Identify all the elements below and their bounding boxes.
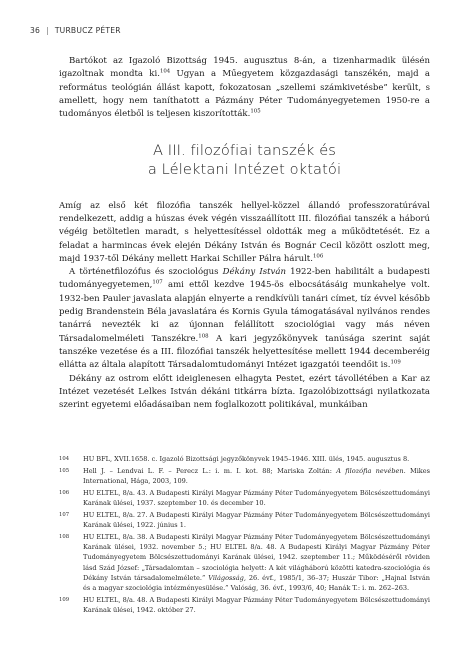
- footnote-number: 105: [59, 467, 70, 474]
- paragraph-1: [59, 55, 430, 122]
- footnote-109: [59, 595, 430, 616]
- footnote-ref-109[interactable]: 109: [390, 359, 401, 366]
- paragraph-1-text: Bartókot az Igazoló Bizottság 1945. augusztus 8-án, a tizenharmadik ülésén igazoltnak mondta ki.: [59, 56, 430, 80]
- footnote-text: HU ELTEL, 8/a. 43. A Budapesti Királyi Magyar Pázmány Péter Tudományegyetem Bölcsészettudományi Karának ülései, 1937. szeptember 10. és december 10.: [83, 488, 430, 507]
- section-title-line-1: A III. filozófiai tanszék és: [152, 141, 337, 159]
- footnote-number: 104: [59, 456, 70, 462]
- footnote-ref-108[interactable]: 108: [198, 333, 209, 340]
- footnote-text: Hell J. – Lendvai L. F. – Perecz L.: i. m. I. kot. 88; Mariska Zoltán:: [83, 466, 337, 475]
- section-title: [59, 141, 430, 179]
- main-text: [59, 55, 430, 413]
- person-name-dekany: Dékány István: [222, 267, 286, 278]
- footnote-107: [59, 510, 430, 531]
- footnote-text: HU ELTEL, 8/a. 27. A Budapesti Királyi Magyar Pázmány Péter Tudományegyetem Bölcsészettudományi Karának ülései, 1922. június 1.: [83, 510, 430, 529]
- paragraph-3: [59, 266, 430, 373]
- section-title-line-2: a Lélektani Intézet oktatói: [147, 160, 342, 178]
- footnote-106: [59, 488, 430, 509]
- footnote-text: HU ELTEL, 8/a. 48. A Budapesti Királyi Magyar Pázmány Péter Tudományegyetem Bölcsészettudományi Karának ülései, 1942. október 27.: [83, 595, 430, 614]
- paragraph-4: [59, 373, 430, 413]
- footnote-number: 108: [59, 533, 70, 540]
- footnote-108: [59, 532, 430, 594]
- paragraph-2: [59, 200, 430, 267]
- footnote-ref-105[interactable]: 105: [250, 108, 261, 115]
- paragraph-4-text: Dékány az ostrom előtt ideiglenesen elhagyta Pestet, ezért távollétében a Kar az Intézet vezetését Lelkes István dékáni titkárra bízta. Igazolóbizottsági nyilatkozata szerint egyetemi előadásaiban nem foglalkozott politikával, munkáiban: [59, 373, 430, 411]
- footnote-text: HU ELTEL, 8/a. 38. A Budapesti Királyi Magyar Pázmány Péter Tudományegyetem Bölcsészettudományi Karának ülései, 1932. november 5.; HU ELTEL 8/a. 48. A Budapesti Királyi Magyar Pázmány Péter Tudományegyetem Bölcsészettudományi Karának ülései, 1942. szeptember 11.; Működéséről röviden lásd Szád József: „Társadalomtan – szociológia helyett: A két világháború közötti katedra-szociológia és Dékány István társadalomelmélete.”: [83, 532, 430, 582]
- footnote-text: HU BFL, XVII.1658. c. Igazoló Bizottsági jegyzőkönyvek 1945–1946. XIII. ülés, 1945. augusztus 8.: [83, 455, 410, 463]
- footnote-text-tail: Mikes International, Hága, 2003, 109.: [83, 466, 430, 485]
- running-head-author: TURBUCZ PÉTER: [54, 26, 121, 35]
- footnote-italic-title: Világosság,: [208, 573, 246, 582]
- paragraph-3-text-b: 1922-ben habilitált a budapesti tudományegyetemen,: [59, 267, 430, 291]
- footnote-105: [59, 466, 430, 487]
- running-head-separator: |: [46, 26, 49, 35]
- footnote-text-tail: 26. évf., 1985/1, 36–37; Huszár Tibor: „Hajnal István és a magyar szociológia intézményesülése.” Valóság, 36. évf., 1993/6, 40; Hanák T.: i. m. 262–263.: [83, 573, 431, 592]
- paragraph-3-text-d: A kari jegyzőkönyvek tanúsága szerint saját tanszéke vezetése és a III. filozófiai tanszék helyettesítése mellett 1944 decemberéig ellátta az általa alapított Társadalomtudományi Intézet igazgatói teendőit is.: [59, 333, 430, 371]
- footnote-number: 106: [59, 489, 70, 496]
- footnote-ref-104[interactable]: 104: [159, 68, 171, 75]
- paragraph-2-text: Amíg az első két filozófia tanszék hellyel-közzel állandó professzoratúrával rendelkezett, addig a húszas évek végén visszaállított III. filozófiai tanszék a háború végéig betöltetlen maradt, s helyettesítéssel oldották meg a működtetését. Ez a feladat a harmincas évek elején Dékány István és Bognár Cecil között oszlott meg, majd 1937-től Dékány mellett Harkai Schiller Pálra hárult.: [59, 200, 430, 264]
- paragraph-3-text-a: A történetfilozófus és szociológus: [69, 267, 223, 278]
- footnote-ref-107[interactable]: 107: [152, 279, 163, 286]
- footnote-ref-106[interactable]: 106: [312, 253, 324, 260]
- footnote-italic-title: A filozófia nevében.: [336, 466, 406, 475]
- running-head: [30, 26, 121, 38]
- footnotes: [59, 454, 430, 617]
- footnote-number: 107: [59, 511, 70, 518]
- page-number: 36: [30, 26, 41, 35]
- paragraph-3-text-c: ami ettől kezdve 1945-ös elbocsátásáig munkahelye volt. 1932-ben Pauler javaslata alapján elnyerte a rendkívüli tanári címet, tíz évvel később pedig Brandenstein Béla javaslatára és Kornis Gyula támogatásával nyilvános rendes tanárrá nevezték ki az újonnan felállított szociológiai vagy más néven Társadalomelméleti Tanszékre.: [59, 280, 430, 344]
- footnote-number: 109: [59, 596, 70, 603]
- footnote-104: [59, 454, 430, 464]
- paragraph-1-text-b: Ugyan a Műegyetem közgazdasági tanszékén, majd a református teológián állást kapott, fokozatosan „szellemi számkivetésbe” került, s amellett, hogy nem taníthatott a Pázmány Péter Tudományegyetemen 1950-re a tudományos életből is teljesen kiszorították.: [59, 69, 430, 120]
